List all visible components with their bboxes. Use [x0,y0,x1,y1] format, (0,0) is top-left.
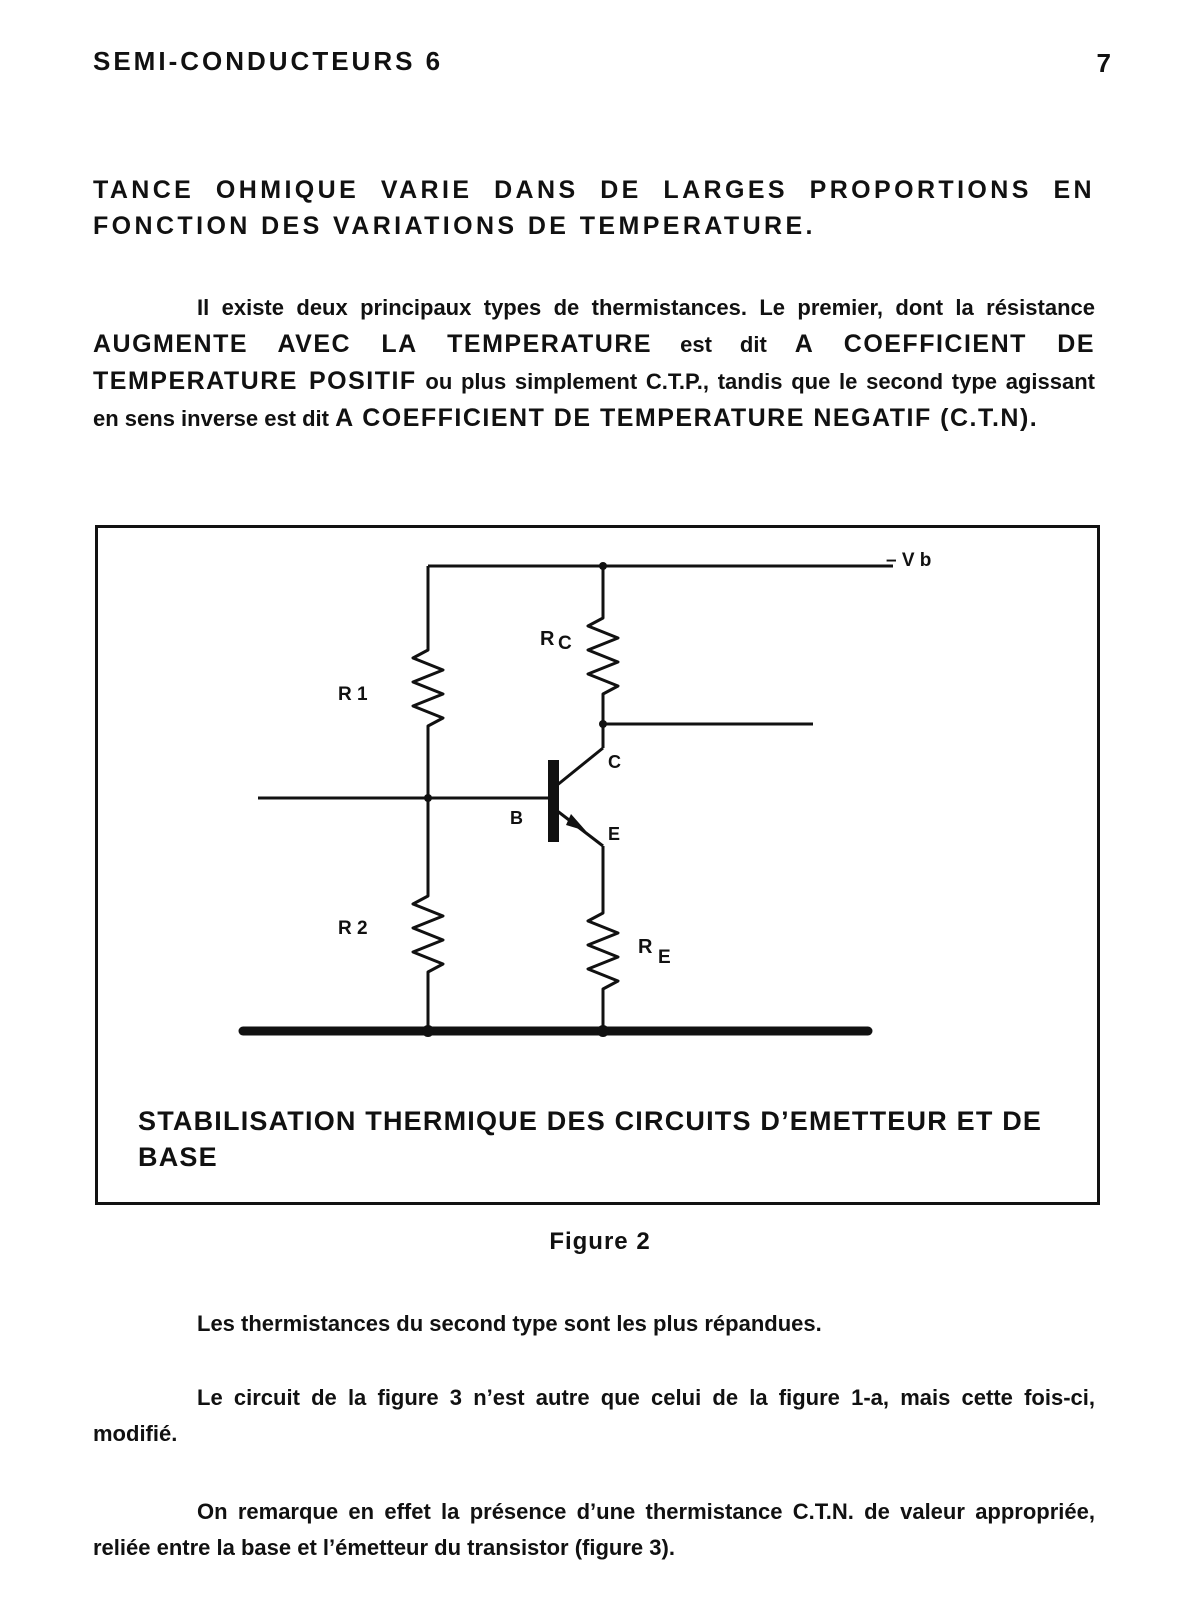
re-label-sub: E [658,947,671,968]
junction-supply [599,562,607,570]
re-resistor [588,900,618,1003]
emitter-arrow [566,814,586,831]
vb-label: – V b [886,550,932,571]
r1-label: R 1 [338,684,368,705]
intro-text [93,172,1095,244]
p3-text: Le circuit de la figure 3 n’est autre que celui de la figure 1-a, mais cette fois-ci, modifié. [93,1385,1095,1446]
rc-label-main: R [540,628,555,650]
paragraph-second-type [93,1306,1095,1342]
junction-base [424,794,432,802]
junction-ground-left [422,1025,434,1037]
running-title: SEMI-CONDUCTEURS 6 [93,46,444,76]
paragraph-thermistance-types [93,290,1095,437]
paragraph-ctn [93,1494,1095,1566]
p1-emphasis-1: AUGMENTE AVEC LA TEMPERATURE [93,330,653,358]
rc-resistor [588,610,618,703]
collector-lead [556,748,603,786]
p1-text-2: est dit [680,332,767,357]
p2-text: Les thermistances du second type sont les plus répandues. [197,1311,822,1336]
intro-line-1: TANCE OHMIQUE VARIE DANS DE LARGES PROPORTIONS EN [93,176,1095,204]
intro-line-2: FONCTION DES VARIATIONS DE TEMPERATURE. [93,212,816,240]
transistor-base-bar [548,760,559,842]
emitter-label: E [608,824,621,844]
p1-text-1: Il existe deux principaux types de thermistances. Le premier, dont la résistance [197,295,1095,320]
figure-box [95,525,1100,1205]
p1-text-3: ou plus simplement C.T.P., tandis que le second type agissant en sens inverse est dit [93,369,1095,431]
page-number: 7 [1096,48,1111,78]
re-label-main: R [638,936,653,958]
paragraph-figure-3 [93,1380,1095,1452]
figure-label: Figure 2 [549,1228,651,1255]
circuit-diagram [98,528,1098,1203]
figure-caption: STABILISATION THERMIQUE DES CIRCUITS D’EMETTEUR ET DE BASE [138,1106,1043,1172]
r2-resistor [413,883,443,986]
p4-text: On remarque en effet la présence d’une thermistance C.T.N. de valeur appropriée, reliée entre la base et l’émetteur du transistor (figure 3). [93,1499,1095,1560]
junction-ground-right [597,1025,609,1037]
page-header [93,46,1111,77]
collector-label: C [608,752,621,772]
p1-emphasis-2: A COEFFICIENT DE TEMPERATURE POSITIF [93,330,1095,395]
junction-collector [599,720,607,728]
r2-label: R 2 [338,918,368,939]
rc-label-sub: C [558,633,572,654]
base-label: B [510,808,523,828]
r1-resistor [413,636,443,743]
p1-emphasis-3: A COEFFICIENT DE TEMPERATURE NEGATIF (C.T.N). [335,404,1039,432]
